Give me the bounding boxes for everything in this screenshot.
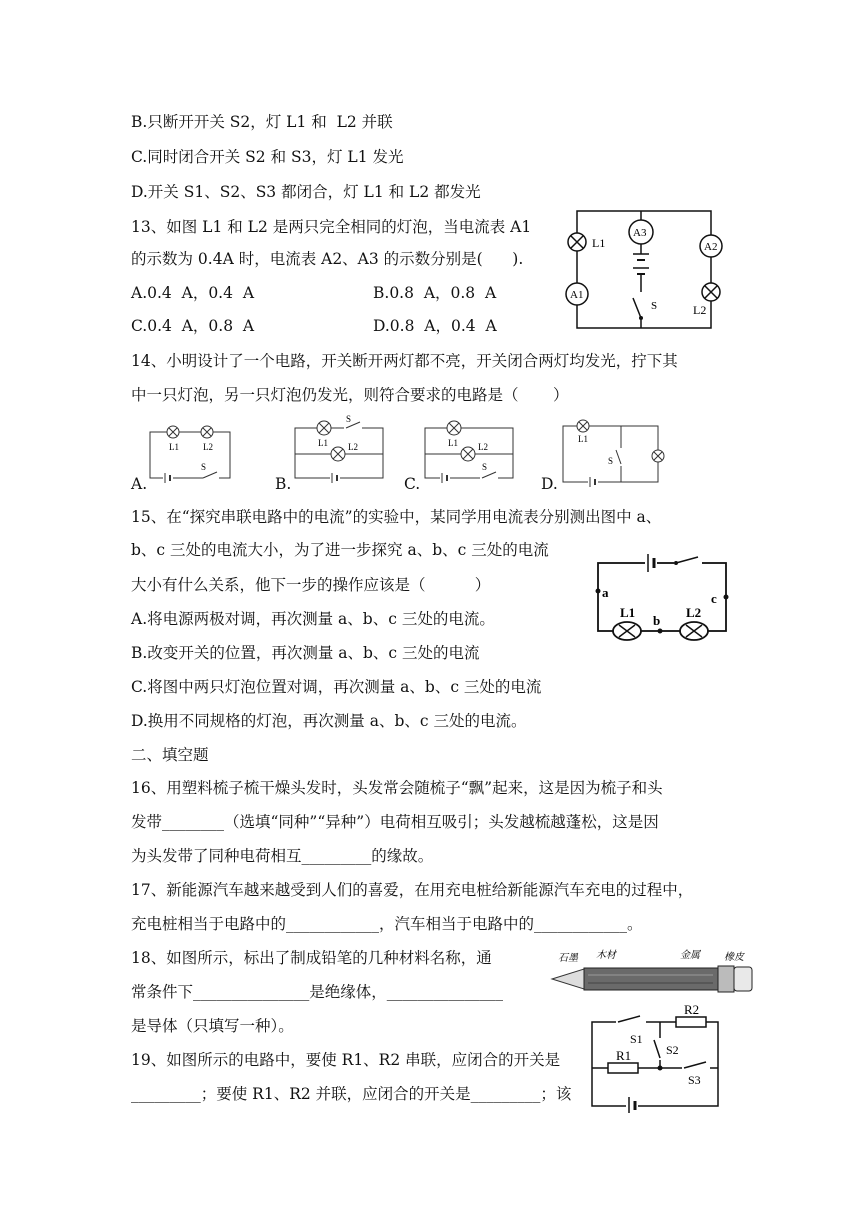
text-line: 中一只灯泡，另一只灯泡仍发光，则符合要求的电路是（ ） (131, 386, 569, 404)
circuit-diagram-q14a (145, 420, 235, 486)
text-line: 的示数为 0.4A 时，电流表 A2、A3 的示数分别是( ). (131, 250, 524, 268)
label-s: S (608, 456, 614, 466)
label-l2: L2 (693, 303, 707, 317)
option-13c: C.0.4 A，0.8 A (131, 317, 255, 335)
circuit-diagram-q13 (563, 206, 723, 332)
option-14a: A. (131, 475, 148, 493)
circuit-diagram-q14c (420, 414, 520, 486)
text-line: D.开关 S1、S2、S3 都闭合，灯 L1 和 L2 都发光 (131, 183, 481, 201)
text-line: 充电桩相当于电路中的____________，汽车相当于电路中的____________。 (131, 915, 643, 933)
label-s: S (201, 462, 207, 472)
option-13d: D.0.8 A，0.4 A (373, 317, 497, 335)
section-heading: 二、填空题 (131, 746, 209, 764)
option-15c: C.将图中两只灯泡位置对调，再次测量 a、b、c 三处的电流 (131, 678, 542, 696)
label-l2: L2 (478, 442, 488, 452)
text-line: 常条件下_______________是绝缘体，_______________ (131, 983, 504, 1001)
pencil-figure-q18 (548, 945, 760, 995)
question-16: 16、用塑料梳子梳干燥头发时，头发常会随梳子“飘”起来，这是因为梳子和头 (131, 779, 663, 797)
label-l1: L1 (169, 442, 179, 452)
text-line: 是导体（只填写一种）。 (131, 1017, 294, 1035)
resistor-r2-icon (676, 1017, 706, 1027)
circuit-diagram-q19 (586, 1004, 726, 1114)
resistor-r1-icon (608, 1063, 638, 1073)
text-line: 为头发带了同种电荷相互_________的缘故。 (131, 847, 434, 865)
option-15a: A.将电源两极对调，再次测量 a、b、c 三处的电流。 (131, 610, 495, 628)
option-13a: A.0.4 A，0.4 A (131, 284, 255, 302)
circuit-diagram-q14b (290, 414, 390, 486)
option-14c: C. (404, 475, 421, 493)
question-13: 13、如图 L1 和 L2 是两只完全相同的灯泡，当电流表 A1 (131, 218, 532, 236)
option-14d: D. (541, 475, 558, 493)
label-r1: R1 (616, 1048, 632, 1063)
label-graphite: 石墨 (558, 953, 578, 964)
question-14: 14、小明设计了一个电路，开关断开两灯都不亮，开关闭合两灯均发光，拧下其 (131, 352, 678, 370)
label-l1: L1 (578, 434, 588, 444)
text-line: B.只断开开关 S2，灯 L1 和 L2 并联 (131, 113, 393, 131)
label-s: S (651, 300, 658, 312)
label-rubber: 橡皮 (724, 952, 744, 963)
question-15: 15、在“探究串联电路中的电流”的实验中，某同学用电流表分别测出图中 a、 (131, 508, 662, 526)
question-18: 18、如图所示，标出了制成铅笔的几种材料名称，通 (131, 949, 492, 967)
label-s2: S2 (666, 1043, 679, 1057)
text-line: 发带________（选填“同种”“异种”）电荷相互吸引；头发越梳越蓬松，这是因 (131, 813, 659, 831)
label-s: S (346, 414, 352, 424)
question-17: 17、新能源汽车越来越受到人们的喜爱，在用充电桩给新能源汽车充电的过程中， (131, 881, 694, 899)
point-a: a (602, 585, 609, 600)
option-13b: B.0.8 A，0.8 A (373, 284, 497, 302)
label-l2: L2 (348, 442, 358, 452)
label-r2: R2 (684, 1004, 700, 1017)
option-15b: B.改变开关的位置，再次测量 a、b、c 三处的电流 (131, 644, 480, 662)
text-line: 大小有什么关系，他下一步的操作应该是（ ） (131, 576, 491, 594)
circuit-diagram-q14d (558, 414, 668, 488)
label-s1: S1 (630, 1032, 643, 1046)
label-s: S (482, 462, 488, 472)
label-l1: L1 (620, 605, 636, 620)
label-a3: A3 (633, 227, 647, 239)
point-c: c (711, 591, 717, 606)
text-line: b、c 三处的电流大小，为了进一步探究 a、b、c 三处的电流 (131, 541, 549, 559)
text-line: _________；要使 R1、R2 并联，应闭合的开关是_________；该 (131, 1085, 572, 1103)
label-metal: 金属 (680, 950, 700, 961)
label-s3: S3 (688, 1073, 701, 1087)
label-l2: L2 (686, 605, 702, 620)
label-l1: L1 (448, 438, 458, 448)
circuit-diagram-q15 (590, 545, 740, 645)
option-14b: B. (275, 475, 292, 493)
question-19: 19、如图所示的电路中，要使 R1、R2 串联，应闭合的开关是 (131, 1051, 561, 1069)
label-wood: 木材 (596, 950, 616, 961)
point-b: b (653, 613, 661, 628)
text-line: C.同时闭合开关 S2 和 S3，灯 L1 发光 (131, 148, 404, 166)
pencil-body (584, 968, 718, 990)
label-l2: L2 (203, 442, 213, 452)
label-l1: L1 (318, 438, 328, 448)
label-a2: A2 (704, 241, 718, 253)
label-a1: A1 (570, 289, 584, 301)
option-15d: D.换用不同规格的灯泡，再次测量 a、b、c 三处的电流。 (131, 712, 527, 730)
label-l1: L1 (592, 236, 606, 250)
